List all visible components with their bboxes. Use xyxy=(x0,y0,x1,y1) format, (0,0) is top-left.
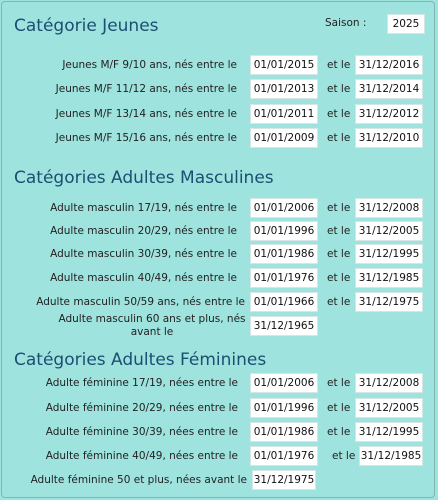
et-label: et le xyxy=(327,377,351,389)
categories-panel xyxy=(1,1,435,498)
to-date-field[interactable]: 31/12/1975 xyxy=(355,292,423,312)
row-label: Adulte féminine 30/39, nées entre le xyxy=(45,426,238,438)
row-label: Adulte masculin 30/39, nés entre le xyxy=(50,248,237,260)
to-date-field[interactable]: 31/12/2008 xyxy=(355,373,423,393)
from-date-field[interactable]: 01/01/1976 xyxy=(250,446,318,466)
et-label: et le xyxy=(327,202,351,214)
to-date-field[interactable]: 31/12/1985 xyxy=(355,268,423,288)
row-label: Jeunes M/F 15/16 ans, nés entre le xyxy=(55,132,237,144)
et-label: et le xyxy=(327,59,351,71)
row-label: Jeunes M/F 9/10 ans, nés entre le xyxy=(62,59,237,71)
row-label: Jeunes M/F 11/12 ans, nés entre le xyxy=(55,83,237,95)
before-date-field[interactable]: 31/12/1965 xyxy=(250,316,318,336)
to-date-field[interactable]: 31/12/2005 xyxy=(355,221,423,241)
from-date-field[interactable]: 01/01/1976 xyxy=(250,268,318,288)
row-label: Adulte masculin 60 ans et plus, nés avant le xyxy=(58,313,246,338)
from-date-field[interactable]: 01/01/1966 xyxy=(250,292,318,312)
from-date-field[interactable]: 01/01/2009 xyxy=(250,128,318,148)
section-title-masculines: Catégories Adultes Masculines xyxy=(14,168,274,188)
row-label: Adulte féminine 50 et plus, nées avant le xyxy=(30,474,247,486)
to-date-field[interactable]: 31/12/1995 xyxy=(355,422,423,442)
to-date-field[interactable]: 31/12/2010 xyxy=(355,128,423,148)
row-label: Adulte masculin 50/59 ans, nés entre le xyxy=(36,296,245,308)
to-date-field[interactable]: 31/12/1985 xyxy=(359,446,423,466)
to-date-field[interactable]: 31/12/2016 xyxy=(355,55,423,75)
saison-label: Saison : xyxy=(325,17,367,29)
et-label: et le xyxy=(327,225,351,237)
row-label: Adulte masculin 40/49, nés entre le xyxy=(50,272,237,284)
row-label: Adulte féminine 17/19, nées entre le xyxy=(45,377,238,389)
et-label: et le xyxy=(327,108,351,120)
from-date-field[interactable]: 01/01/2006 xyxy=(250,198,318,218)
row-label: Jeunes M/F 13/14 ans, nés entre le xyxy=(55,108,237,120)
et-label: et le xyxy=(327,426,351,438)
from-date-field[interactable]: 01/01/1986 xyxy=(250,422,318,442)
et-label: et le xyxy=(327,132,351,144)
et-label: et le xyxy=(327,296,351,308)
to-date-field[interactable]: 31/12/2008 xyxy=(355,198,423,218)
from-date-field[interactable]: 01/01/2015 xyxy=(250,55,318,75)
from-date-field[interactable]: 01/01/1996 xyxy=(250,221,318,241)
et-label: et le xyxy=(332,450,356,462)
from-date-field[interactable]: 01/01/2011 xyxy=(250,104,318,124)
row-label: Adulte masculin 17/19, nés entre le xyxy=(50,202,237,214)
section-title-jeunes: Catégorie Jeunes xyxy=(14,16,159,36)
et-label: et le xyxy=(327,402,351,414)
from-date-field[interactable]: 01/01/2006 xyxy=(250,373,318,393)
to-date-field[interactable]: 31/12/1995 xyxy=(355,244,423,264)
et-label: et le xyxy=(327,248,351,260)
row-label: Adulte masculin 20/29, nés entre le xyxy=(50,225,237,237)
from-date-field[interactable]: 01/01/2013 xyxy=(250,79,318,99)
saison-field[interactable]: 2025 xyxy=(387,14,425,34)
et-label: et le xyxy=(327,272,351,284)
row-label: Adulte féminine 40/49, nées entre le xyxy=(45,450,238,462)
row-label: Adulte féminine 20/29, nées entre le xyxy=(45,402,238,414)
to-date-field[interactable]: 31/12/2012 xyxy=(355,104,423,124)
before-date-field[interactable]: 31/12/1975 xyxy=(252,470,316,490)
from-date-field[interactable]: 01/01/1996 xyxy=(250,398,318,418)
from-date-field[interactable]: 01/01/1986 xyxy=(250,244,318,264)
to-date-field[interactable]: 31/12/2005 xyxy=(355,398,423,418)
to-date-field[interactable]: 31/12/2014 xyxy=(355,79,423,99)
et-label: et le xyxy=(327,83,351,95)
section-title-feminines: Catégories Adultes Féminines xyxy=(14,350,267,370)
